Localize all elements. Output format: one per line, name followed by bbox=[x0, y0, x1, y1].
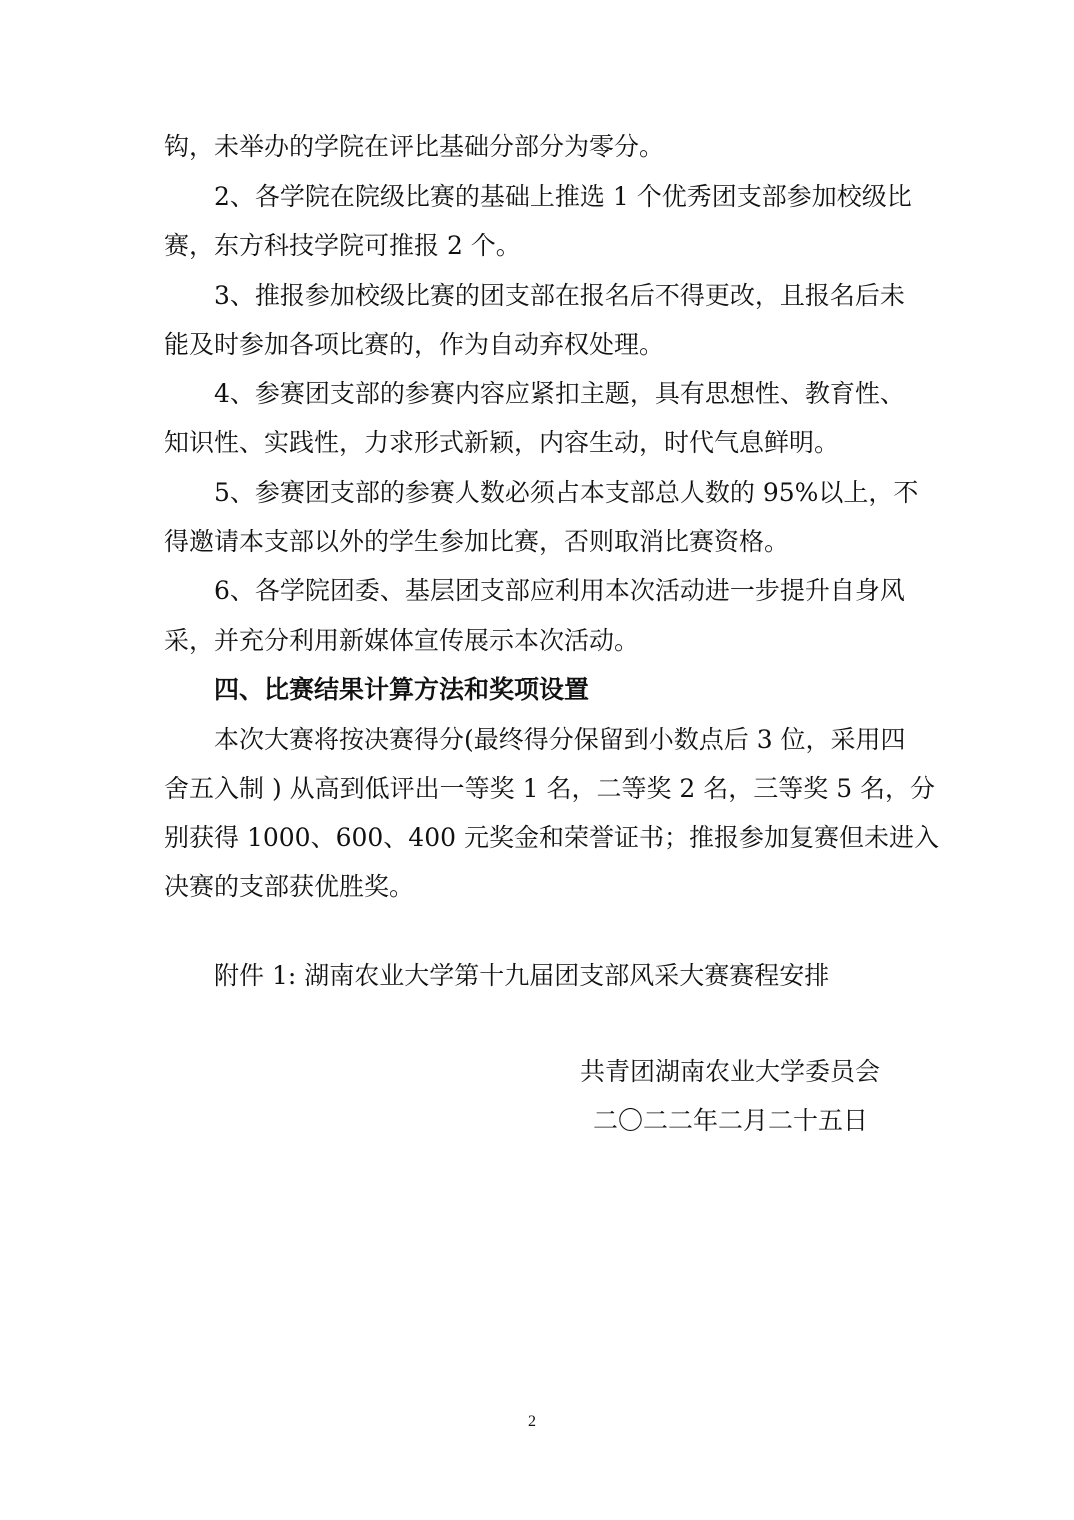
body-line-7: 知识性、实践性，力求形式新颖，内容生动，时代气息鲜明。 bbox=[164, 428, 840, 457]
body-line-16: 决赛的支部获优胜奖。 bbox=[164, 872, 415, 901]
attachment-note: 附件 1: 湖南农业大学第十九届团支部风采大赛赛程安排 bbox=[214, 961, 830, 990]
body-line-5: 能及时参加各项比赛的，作为自动弃权处理。 bbox=[164, 330, 665, 359]
body-line-14: 舍五入制 ) 从高到低评出一等奖 1 名，二等奖 2 名，三等奖 5 名，分 bbox=[164, 774, 936, 803]
signature-date: 二〇二二年二月二十五日 bbox=[593, 1106, 869, 1135]
signature-organization: 共青团湖南农业大学委员会 bbox=[580, 1057, 881, 1086]
body-line-4: 3、推报参加校级比赛的团支部在报名后不得更改，且报名后未 bbox=[214, 281, 905, 310]
body-line-8: 5、参赛团支部的参赛人数必须占本支部总人数的 95%以上，不 bbox=[214, 478, 919, 507]
body-line-6: 4、参赛团支部的参赛内容应紧扣主题，具有思想性、教育性、 bbox=[214, 379, 905, 408]
body-line-1: 钩，未举办的学院在评比基础分部分为零分。 bbox=[164, 132, 665, 161]
body-line-11: 采，并充分利用新媒体宣传展示本次活动。 bbox=[164, 626, 640, 655]
body-line-3: 赛，东方科技学院可推报 2 个。 bbox=[164, 231, 521, 260]
body-line-2: 2、各学院在院级比赛的基础上推选 1 个优秀团支部参加校级比 bbox=[214, 182, 912, 211]
section-heading: 四、比赛结果计算方法和奖项设置 bbox=[214, 675, 590, 704]
body-line-13: 本次大赛将按决赛得分(最终得分保留到小数点后 3 位，采用四 bbox=[214, 725, 906, 754]
body-line-10: 6、各学院团委、基层团支部应利用本次活动进一步提升自身风 bbox=[214, 576, 905, 605]
page-number: 2 bbox=[528, 1413, 536, 1430]
body-line-9: 得邀请本支部以外的学生参加比赛，否则取消比赛资格。 bbox=[164, 527, 790, 556]
body-line-15: 别获得 1000、600、400 元奖金和荣誉证书；推报参加复赛但未进入 bbox=[164, 823, 939, 852]
